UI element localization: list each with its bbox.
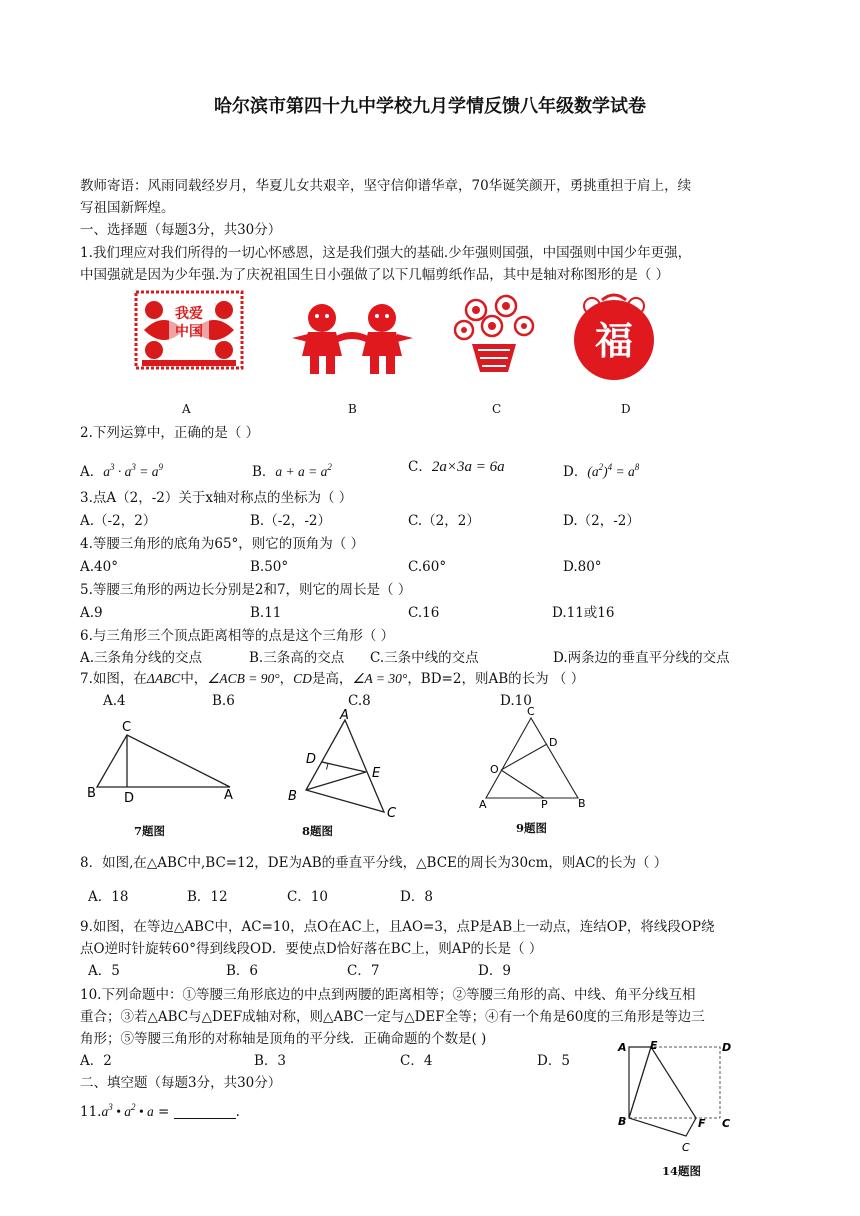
fig7-label-b: B (87, 786, 96, 801)
q8-option-c: C．10 (287, 889, 329, 905)
q10-line1: 10.下列命题中：①等腰三角形底边的中点到两腰的距离相等；②等腰三角形的高、中线、角平分线互相 (80, 987, 696, 1003)
q7-option-d: D.10 (500, 693, 532, 709)
q4-option-d: D.80° (563, 559, 602, 575)
q3-option-b: B.（-2，-2） (250, 513, 332, 529)
fig9-label-d: D (549, 736, 558, 749)
q1-label-b: B (348, 402, 357, 416)
q7-option-a: A.4 (103, 693, 126, 709)
q7-option-b: B.6 (212, 693, 235, 709)
papercut-c-image (444, 292, 544, 376)
fig9-label-b: B (578, 797, 586, 810)
fig8-label-e: E (372, 766, 381, 781)
papercut-b-image (290, 296, 415, 376)
q9-option-c: C．7 (347, 963, 380, 979)
fig14-label-a: A (618, 1041, 627, 1054)
fig8-label-b: B (288, 789, 297, 804)
fig9-label-o: O (490, 763, 499, 776)
q2-stem: 2.下列运算中，正确的是（ ） (80, 425, 260, 441)
q4-option-a: A.40° (80, 559, 118, 575)
fig14-label-e: E (650, 1039, 658, 1052)
q10-option-c: C．4 (400, 1053, 433, 1069)
q4-option-b: B.50° (250, 559, 289, 575)
q9-option-d: D．9 (478, 963, 511, 979)
q3-stem: 3.点A（2，-2）关于x轴对称点的坐标为（ ） (80, 490, 353, 506)
figure-9 (474, 704, 594, 816)
fig9-label-c: C (527, 705, 535, 718)
q8-stem: 8．如图,在△ABC中,BC=12，DE为AB的垂直平分线，△BCE的周长为30cm，则AC的长为（ ） (80, 855, 668, 871)
fig14-label-d: D (722, 1041, 732, 1054)
q1-label-d: D (621, 402, 631, 416)
fig14-label-c-prime: C (682, 1141, 690, 1154)
papercut-d-image (562, 292, 666, 382)
q3-option-c: C.（2，2） (408, 513, 480, 529)
fig7-label-c: C (122, 720, 132, 735)
fig9-caption: 9题图 (516, 821, 548, 835)
q8-option-a: A．18 (88, 889, 129, 905)
q5-option-b: B.11 (250, 605, 282, 621)
teacher-message-line1: 教师寄语：风雨同载经岁月，华夏儿女共艰辛，坚守信仰谱华章，70华诞笑颜开，勇挑重担于肩上，续 (80, 178, 692, 194)
fig8-caption: 8题图 (302, 824, 334, 838)
q9-option-b: B．6 (226, 963, 259, 979)
fig14-caption: 14题图 (662, 1164, 702, 1178)
papercut-fu-text: 福 (594, 319, 634, 363)
q8-option-b: B．12 (187, 889, 228, 905)
q5-option-a: A.9 (80, 605, 103, 621)
q5-option-d: D.11或16 (552, 605, 615, 621)
q6-stem: 6.与三角形三个顶点距离相等的点是这个三角形（ ） (80, 628, 395, 644)
figure-8 (284, 706, 404, 822)
fig9-label-a: A (479, 798, 487, 811)
q7-option-c: C.8 (348, 693, 371, 709)
q4-option-c: C.60° (408, 559, 447, 575)
q5-option-c: C.16 (408, 605, 440, 621)
q10-line3: 角形；⑤等腰三角形的对称轴是顶角的平分线．正确命题的个数是( ) (80, 1031, 487, 1047)
fig9-label-p: P (541, 798, 548, 811)
teacher-message-line2: 写祖国新辉煌。 (80, 200, 175, 216)
q2-option-a: A．$a^3 \cdot a^3 = a^9$ (80, 462, 163, 480)
q5-stem: 5.等腰三角形的两边长分别是2和7，则它的周长是（ ） (80, 582, 412, 598)
q3-option-a: A.（-2，2） (80, 513, 157, 529)
papercut-text-2: 中国 (175, 324, 203, 340)
fig14-label-f: F (698, 1117, 706, 1130)
q6-option-b: B.三条高的交点 (249, 650, 345, 666)
q10-line2: 重合；③若△ABC与△DEF成轴对称，则△ABC一定与△DEF全等；④有一个角是60度的三角形是等边三 (80, 1009, 705, 1025)
fig14-label-b: B (618, 1115, 627, 1128)
q10-option-a: A．2 (80, 1053, 112, 1069)
q8-option-d: D．8 (400, 889, 433, 905)
q6-option-a: A.三条角分线的交点 (80, 650, 203, 666)
q3-option-d: D.（2，-2） (563, 513, 640, 529)
q2-option-b: B．$a + a = a^2$ (252, 462, 332, 480)
fig8-label-a: A (340, 708, 349, 723)
section2-heading: 二、填空题（每题3分，共30分） (80, 1075, 282, 1091)
section1-heading: 一、选择题（每题3分，共30分） (80, 222, 282, 238)
q6-option-d: D.两条边的垂直平分线的交点 (553, 650, 730, 666)
q9-line2: 点O逆时针旋转60°得到线段OD．要使点D恰好落在BC上，则AP的长是（ ） (80, 941, 543, 957)
fig8-label-d: D (306, 752, 317, 767)
q11-answer-blank[interactable] (174, 1104, 236, 1119)
q1-line2: 中国强就是因为少年强.为了庆祝祖国生日小强做了以下几幅剪纸作品，其中是轴对称图形的是（ ） (80, 267, 670, 283)
papercut-text-1: 我爱 (175, 306, 203, 322)
fig8-label-c: C (387, 806, 397, 821)
fig14-label-c: C (722, 1117, 731, 1130)
q2-option-c: C．2a×3a = 6a (408, 459, 505, 475)
q6-option-c: C.三条中线的交点 (370, 650, 479, 666)
fig7-label-a: A (224, 788, 233, 803)
exam-title: 哈尔滨市第四十九中学校九月学情反馈八年级数学试卷 (214, 96, 646, 117)
q10-option-b: B．3 (254, 1053, 287, 1069)
fig7-label-d: D (124, 791, 135, 806)
figure-7 (84, 718, 244, 808)
papercut-a-image (134, 290, 244, 370)
q10-option-d: D．5 (537, 1053, 570, 1069)
q9-option-a: A．5 (88, 963, 120, 979)
q11-stem: $11.a^3$ • $a^2$ • a = . (80, 1102, 240, 1120)
q1-label-a: A (182, 402, 191, 416)
figure-14 (612, 1036, 742, 1160)
q7-stem: 7.如图，在ΔABC中，∠ACB = 90°，CD是高，∠A = 30°，BD=2，则AB的长为 （ ） (80, 671, 585, 687)
q9-line1: 9.如图，在等边△ABC中，AC=10，点O在AC上，且AO=3，点P是AB上一动点，连结OP，将线段OP绕 (80, 919, 715, 935)
q4-stem: 4.等腰三角形的底角为65°，则它的顶角为（ ） (80, 536, 365, 552)
q1-line1: 1.我们理应对我们所得的一切心怀感恩，这是我们强大的基础.少年强则国强，中国强则中国少年更强， (80, 245, 692, 261)
q2-option-d: D．$(a^2)^4 = a^8$ (563, 462, 640, 480)
fig7-caption: 7题图 (134, 824, 166, 838)
q1-label-c: C (492, 402, 502, 416)
